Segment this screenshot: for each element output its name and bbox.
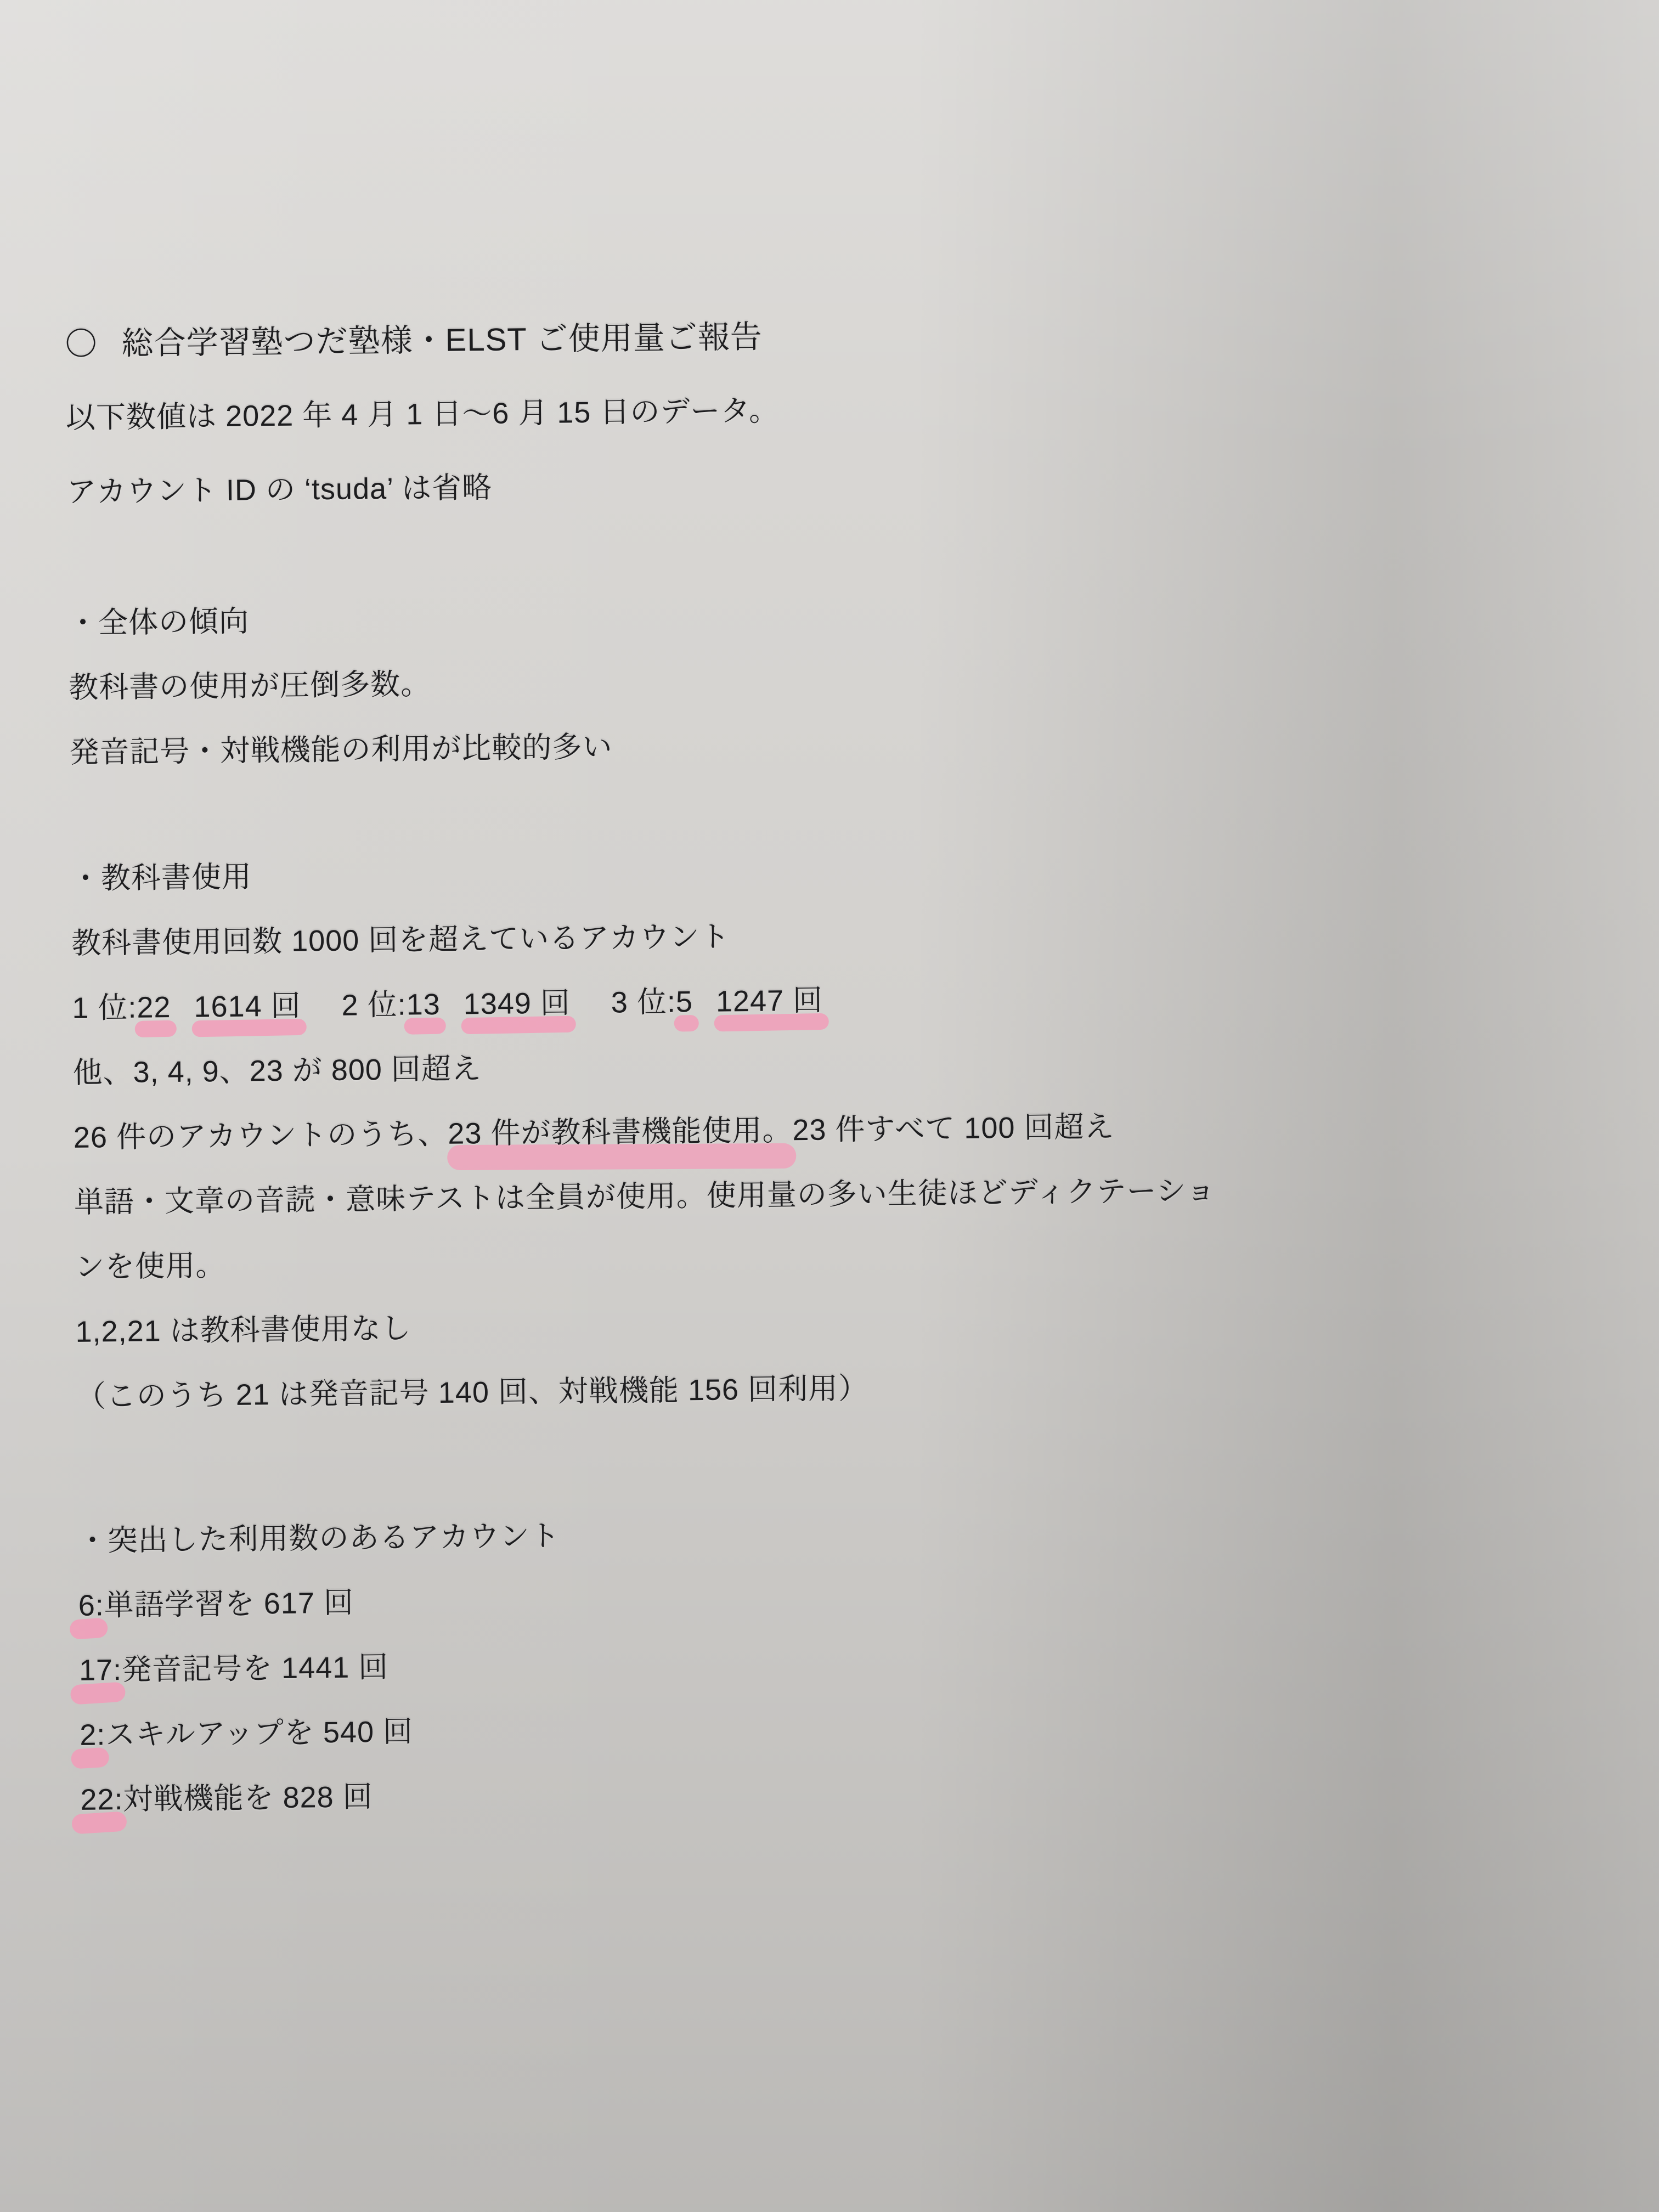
textbook-intro-line: 教科書使用回数 1000 回を超えているアカウント [71,920,730,960]
report-body [65,291,1644,1832]
rank-2-count: 1349 回 [463,986,571,1021]
rank-1-label: 1 位: [72,991,137,1025]
rank-3-account: 5 [675,985,693,1019]
outstanding-item-2-text: 発音記号を 1441 回 [121,1650,389,1687]
outstanding-item-1-text: 単語学習を 617 回 [104,1586,354,1622]
section-textbook-title: ・教科書使用 [70,860,252,895]
textbook-others-line: 他、3, 4, 9、23 が 800 回超え [72,1052,482,1090]
rank-2-label: 2 位: [341,988,407,1022]
outstanding-item-4-text: 対戦機能を 828 回 [123,1780,373,1816]
report-title-text: 総合学習塾つだ塾様・ELST ご使用量ご報告 [121,319,763,362]
usage-highlighted-phrase: 23 件が教科書機能使用。 [448,1114,793,1150]
outstanding-item-3-account: 2: [79,1718,106,1752]
rank-3-label: 3 位: [611,985,676,1019]
outstanding-item-3-text: スキルアップを 540 回 [105,1715,414,1752]
section-outstanding-title: ・突出した利用数のあるアカウント [77,1519,561,1558]
outstanding-item-4-account: 22: [80,1783,123,1816]
rank-1-account: 22 [137,991,171,1024]
circle-bullet-marker: 〇 [65,326,98,362]
rank-3-count: 1247 回 [715,984,823,1018]
rank-1-count: 1614 回 [194,989,301,1024]
textbook-detail-line-1: 単語・文章の音読・意味テストは全員が使用。使用量の多い生徒ほどディクテーショ [74,1174,1216,1219]
overall-line-1: 教科書の使用が圧倒多数。 [68,668,431,704]
overall-line-2: 発音記号・対戦機能の利用が比較的多い [69,730,613,769]
usage-prefix: 26 件のアカウントのうち、 [73,1117,448,1154]
textbook-note-line: （このうち 21 は発音記号 140 回、対戦機能 156 回利用） [76,1372,869,1413]
outstanding-item-1-account: 6: [78,1589,105,1622]
report-account-note: アカウント ID の ‘tsuda’ は省略 [66,471,493,509]
textbook-detail-line-2: ンを使用。 [75,1249,226,1284]
rank-2-account: 13 [406,988,441,1022]
report-period-line: 以下数値は 2022 年 4 月 1 日～6 月 15 日のデータ。 [65,394,780,435]
textbook-no-use-line: 1,2,21 は教科書使用なし [75,1312,411,1348]
section-overall-title: ・全体の傾向 [67,605,250,640]
outstanding-item-2-account: 17: [78,1654,122,1687]
usage-suffix: 23 件すべて 100 回超え [792,1110,1115,1147]
